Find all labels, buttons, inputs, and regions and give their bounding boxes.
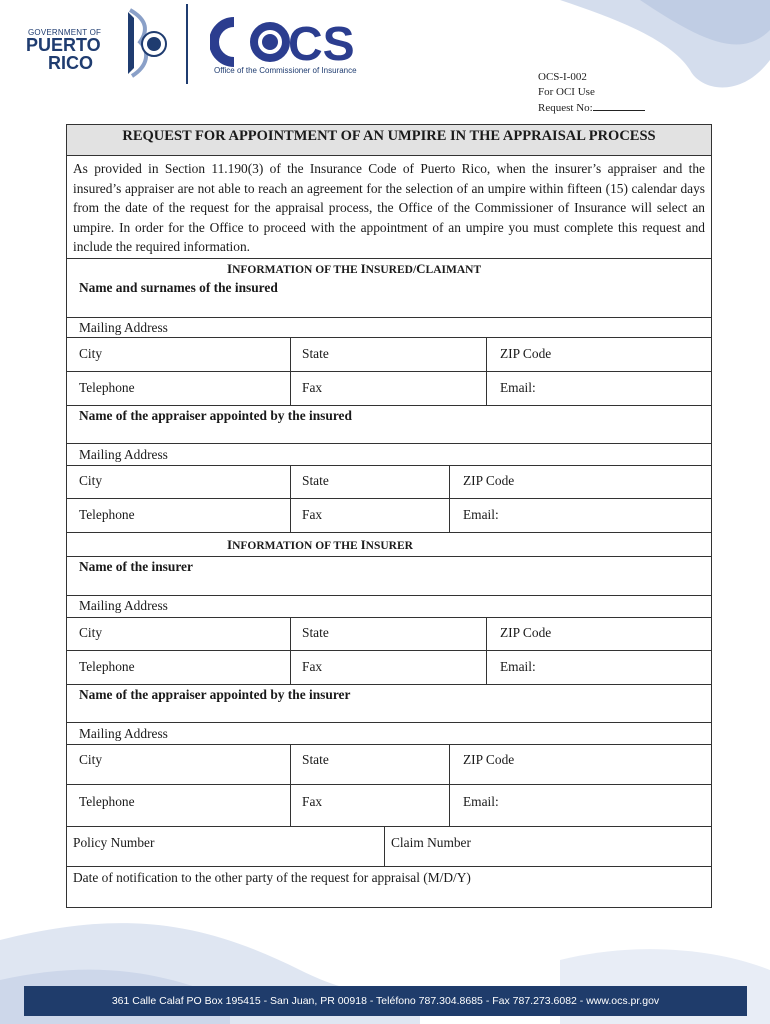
- divider: [67, 258, 711, 259]
- insured-appraiser-mailing-field[interactable]: Mailing Address: [79, 447, 168, 462]
- column-divider: [486, 337, 487, 405]
- insurer-appraiser-email-field[interactable]: Email:: [463, 794, 499, 809]
- insured-appraiser-email-field[interactable]: Email:: [463, 507, 499, 522]
- divider: [67, 744, 711, 745]
- insured-fax-field[interactable]: Fax: [302, 380, 323, 395]
- logo-divider: [186, 4, 188, 84]
- insurer-appraiser-telephone-field[interactable]: Telephone: [79, 794, 135, 809]
- gov-logo-line3: RICO: [48, 53, 93, 73]
- column-divider: [290, 744, 291, 826]
- insurer-email-field[interactable]: Email:: [500, 659, 536, 674]
- insurer-mailing-address-field[interactable]: Mailing Address: [79, 598, 168, 613]
- insurer-city-field[interactable]: City: [79, 625, 103, 640]
- insurer-fax-field[interactable]: Fax: [302, 659, 323, 674]
- column-divider: [290, 337, 291, 405]
- seal-icon: [120, 8, 168, 78]
- insured-city-field[interactable]: City: [79, 346, 103, 361]
- divider: [67, 722, 711, 723]
- divider: [67, 866, 711, 867]
- divider: [67, 684, 711, 685]
- insured-telephone-field[interactable]: Telephone: [79, 380, 135, 395]
- insured-mailing-address-field[interactable]: Mailing Address: [79, 320, 168, 335]
- insurer-telephone-field[interactable]: Telephone: [79, 659, 135, 674]
- oci-use-label: For OCI Use: [538, 86, 595, 98]
- divider: [67, 371, 711, 372]
- insurer-state-field[interactable]: State: [302, 625, 329, 640]
- divider: [67, 556, 711, 557]
- divider: [67, 465, 711, 466]
- insured-appraiser-name-field[interactable]: Name of the appraiser appointed by the insured: [79, 408, 352, 423]
- column-divider: [449, 744, 450, 826]
- insurer-name-field[interactable]: Name of the insurer: [79, 559, 193, 574]
- insurer-appraiser-fax-field[interactable]: Fax: [302, 794, 323, 809]
- divider: [67, 617, 711, 618]
- gov-logo-line1: GOVERNMENT OF: [28, 28, 102, 37]
- divider: [67, 595, 711, 596]
- divider: [67, 498, 711, 499]
- request-number-label: Request No:: [538, 102, 593, 114]
- column-divider: [486, 617, 487, 684]
- insured-appraiser-zip-field[interactable]: ZIP Code: [463, 473, 515, 488]
- insured-appraiser-city-field[interactable]: City: [79, 473, 103, 488]
- intro-paragraph: As provided in Section 11.190(3) of the Insurance Code of Puerto Rico, when the insurer’s appraiser and the insured’s appraiser are not able to reach an agreement for the selection of an umpire within fifteen (15) calendar days from the date of the request for the appraisal process, the Office of the Commissioner of Insurance will select an umpire. In order for the Office to proceed with the appointment of an umpire you must complete this request and include the required information.: [73, 161, 705, 255]
- insurer-appraiser-name-field[interactable]: Name of the appraiser appointed by the insurer: [79, 687, 351, 702]
- column-divider: [384, 826, 385, 866]
- column-divider: [449, 465, 450, 532]
- insurer-appraiser-zip-field[interactable]: ZIP Code: [463, 752, 515, 767]
- gov-logo-line2: PUERTO: [26, 35, 101, 55]
- column-divider: [290, 465, 291, 532]
- divider: [67, 337, 711, 338]
- government-logo: [22, 26, 132, 76]
- request-number-blank[interactable]: [593, 100, 645, 111]
- insured-appraiser-fax-field[interactable]: Fax: [302, 507, 323, 522]
- request-number-field[interactable]: [538, 100, 645, 116]
- section-heading-insurer: INFORMATION OF THE INSURER: [227, 537, 413, 552]
- section-heading-insured: INFORMATION OF THE INSURED/CLAIMANT: [227, 261, 482, 276]
- svg-text:CS: CS: [288, 18, 355, 71]
- divider: [67, 532, 711, 533]
- insurer-appraiser-mailing-field[interactable]: Mailing Address: [79, 726, 168, 741]
- form-title: REQUEST FOR APPOINTMENT OF AN UMPIRE IN THE APPRAISAL PROCESS: [67, 125, 711, 156]
- insurer-appraiser-city-field[interactable]: City: [79, 752, 103, 767]
- ocs-logo-subtitle: Office of the Commissioner of Insurance: [214, 66, 357, 75]
- insurer-zip-field[interactable]: ZIP Code: [500, 625, 552, 640]
- footer-contact-bar: 361 Calle Calaf PO Box 195415 - San Juan, PR 00918 - Teléfono 787.304.8685 - Fax 787.273.6082 - www.ocs.pr.gov: [24, 986, 747, 1016]
- divider: [67, 826, 711, 827]
- policy-number-field[interactable]: Policy Number: [73, 835, 155, 850]
- claim-number-field[interactable]: Claim Number: [391, 835, 471, 850]
- request-form: [66, 124, 712, 908]
- divider: [67, 443, 711, 444]
- insurer-appraiser-state-field[interactable]: State: [302, 752, 329, 767]
- insured-email-field[interactable]: Email:: [500, 380, 536, 395]
- divider: [67, 317, 711, 318]
- insured-name-field[interactable]: Name and surnames of the insured: [79, 280, 278, 295]
- insured-appraiser-telephone-field[interactable]: Telephone: [79, 507, 135, 522]
- divider: [67, 784, 711, 785]
- form-identification: [538, 70, 645, 116]
- divider: [67, 405, 711, 406]
- insured-state-field[interactable]: State: [302, 346, 329, 361]
- column-divider: [290, 617, 291, 684]
- insured-appraiser-state-field[interactable]: State: [302, 473, 329, 488]
- divider: [67, 650, 711, 651]
- notification-date-field[interactable]: Date of notification to the other party of the request for appraisal (M/D/Y): [73, 870, 471, 885]
- insured-zip-field[interactable]: ZIP Code: [500, 346, 552, 361]
- form-code: OCS-I-002: [538, 71, 587, 83]
